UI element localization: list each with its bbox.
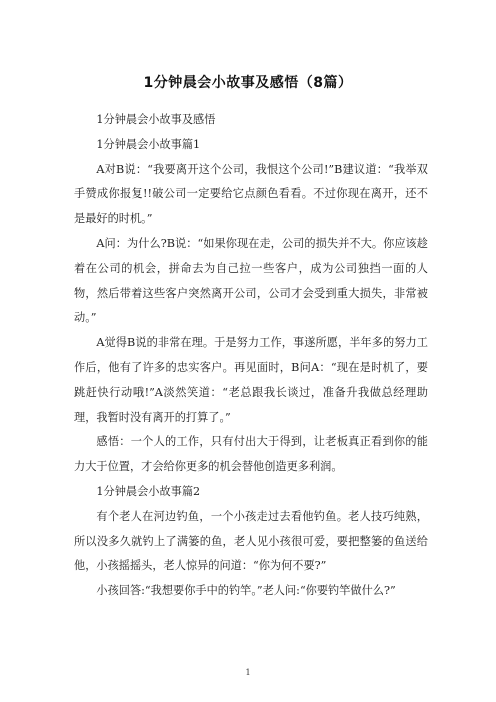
- paragraph-subtitle: 1分钟晨会小故事及感悟: [96, 113, 216, 126]
- document-body: [74, 108, 428, 604]
- insight-paragraph: 感悟：一个人的工作，只有付出大于得到，让老板真正看到你的能力大于位置，才会给你更多的机会替他创造更多利润。: [74, 435, 428, 474]
- section-heading-2: 1分钟晨会小故事篇2: [96, 484, 201, 498]
- paragraph: A对B说：“我要离开这个公司，我恨这个公司!”B建议道：“我举双手赞成你报复!!破公司一定要给它点颜色看看。不过你现在离开，还不是最好的时机。”: [74, 162, 428, 226]
- paragraph: 有个老人在河边钓鱼，一个小孩走过去看他钓鱼。老人技巧纯熟，所以没多久就钓上了满篓的鱼，老人见小孩很可爱，要把整篓的鱼送给他，小孩摇摇头，老人惊异的问道：“你为何不要?”: [74, 509, 428, 573]
- section-heading-1: 1分钟晨会小故事篇1: [96, 137, 201, 151]
- document-title: 1分钟晨会小故事及感悟（8篇）: [143, 75, 353, 91]
- paragraph: A觉得B说的非常在理。于是努力工作，事遂所愿，半年多的努力工作后，他有了许多的忠实客户。再见面时，B问A：“现在是时机了，要跳赶快行动哦!”A淡然笑道：“老总跟我长谈过，准备升我做总经理助理，我暂时没有离开的打算了。”: [74, 336, 428, 424]
- page-number: 1: [245, 668, 251, 677]
- paragraph: A问：为什么?B说：“如果你现在走，公司的损失并不大。你应该趁着在公司的机会，拼命去为自己拉一些客户，成为公司独挡一面的人物，然后带着这些客户突然离开公司，公司才会受到重大损失，非常被动。”: [74, 236, 428, 325]
- paragraph: 小孩回答:“我想要你手中的钓竿。”老人问:“你要钓竿做什么?”: [96, 584, 396, 598]
